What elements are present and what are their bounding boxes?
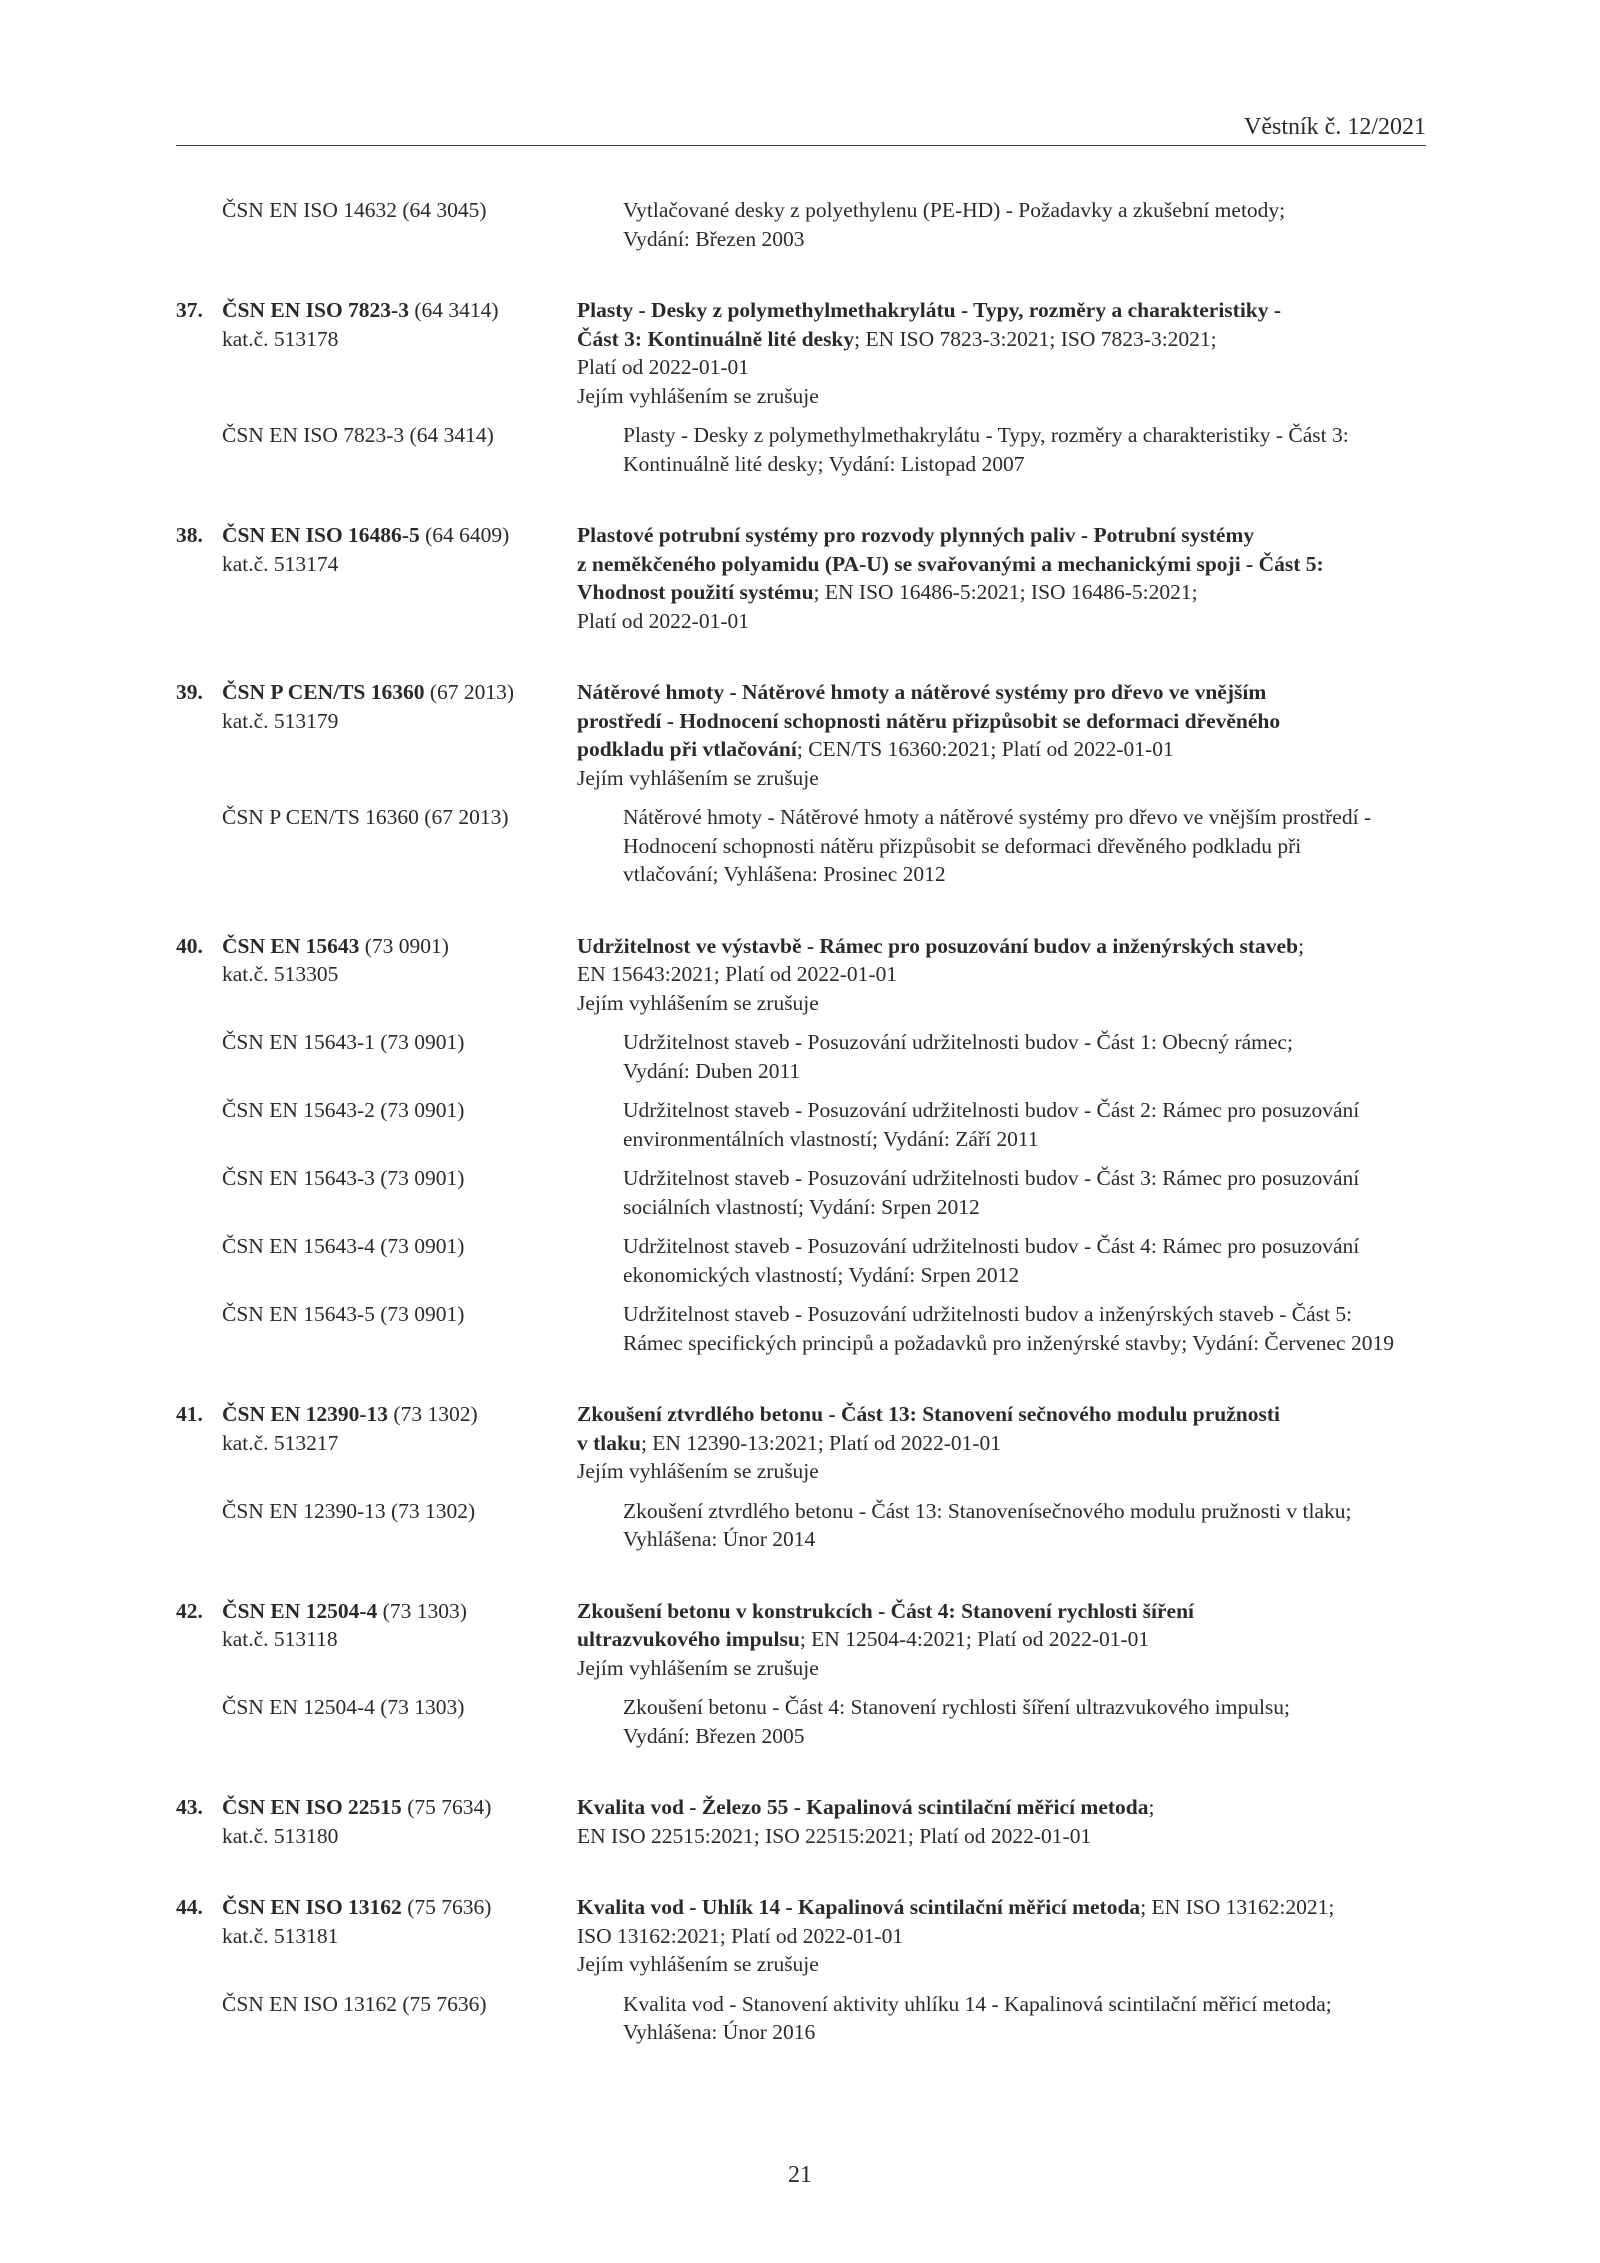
catalog-number: kat.č. 513179	[222, 708, 339, 733]
classification-code: (67 2013)	[429, 680, 515, 704]
catalog-number: kat.č. 513174	[222, 551, 339, 576]
withdrawn-description: Vytlačované desky z polyethylenu (PE-HD) - Požadavky a zkušební metody; Vydání: Březen 2003	[623, 198, 1286, 251]
withdrawn-description: Udržitelnost staveb - Posuzování udržitelnosti budov - Část 3: Rámec pro posuzování sociálních vlastností; Vydání: Srpen 2012	[623, 1166, 1360, 1219]
classification-code: (75 7636)	[407, 1895, 492, 1919]
withdrawn-row	[176, 1096, 1436, 1153]
standard-id	[176, 1400, 577, 1486]
classification-code: (64 6409)	[425, 523, 510, 547]
classification-code: (73 0901)	[364, 933, 449, 958]
standard-row	[176, 521, 1436, 635]
standard-description: Kvalita vod - Uhlík 14 - Kapalinová scintilační měřicí metoda; EN ISO 13162:2021; ISO 13162:2021; Platí od 2022-01-01 Jejím vyhlášením se zrušuje	[577, 1893, 1436, 1979]
replaces-note: Jejím vyhlášením se zrušuje	[577, 1459, 819, 1483]
standard-description: Zkoušení ztvrdlého betonu - Část 13: Stanovení sečnového modulu pružnosti v tlaku; EN 12390-13:2021; Platí od 2022-01-01 Jejím vyhlášením se zrušuje	[577, 1400, 1436, 1486]
standard-title: Kvalita vod - Uhlík 14 - Kapalinová scintilační měřicí metoda	[577, 1895, 1141, 1919]
withdrawn-row	[176, 1300, 1436, 1357]
withdrawn-code: ČSN EN 15643-4 (73 0901)	[222, 1234, 465, 1258]
withdrawn-code: ČSN P CEN/TS 16360 (67 2013)	[222, 805, 509, 829]
standard-id	[176, 296, 577, 410]
catalog-number: kat.č. 513118	[222, 1627, 338, 1651]
catalog-number: kat.č. 513217	[222, 1430, 339, 1455]
standard-code: ČSN EN 12390-13	[222, 1402, 389, 1426]
withdrawn-description: Zkoušení betonu - Část 4: Stanovení rychlosti šíření ultrazvukového impulsu; Vydání: Březen 2005	[623, 1695, 1291, 1748]
standard-title: Kvalita vod - Železo 55 - Kapalinová scintilační měřicí metoda	[577, 1795, 1149, 1819]
entry-number: 40.	[176, 933, 203, 958]
standard-entry	[176, 1793, 1436, 1850]
standard-code: ČSN P CEN/TS 16360	[222, 680, 425, 704]
withdrawn-row	[176, 1693, 1436, 1750]
catalog-number: kat.č. 513181	[222, 1923, 339, 1948]
withdrawn-row	[176, 1232, 1436, 1289]
classification-code: (73 1302)	[393, 1402, 478, 1426]
withdrawn-description: Udržitelnost staveb - Posuzování udržitelnosti budov - Část 2: Rámec pro posuzování environmentálních vlastností; Vydání: Září 2011	[623, 1098, 1360, 1151]
standard-title: Nátěrové hmoty - Nátěrové hmoty a nátěrové systémy pro dřevo ve vnějším	[577, 680, 1267, 704]
standard-id	[176, 1793, 577, 1850]
catalog-number: kat.č. 513305	[222, 962, 339, 986]
standard-id	[176, 521, 577, 635]
standard-code: ČSN EN 12504-4	[222, 1598, 378, 1623]
standard-description: Udržitelnost ve výstavbě - Rámec pro posuzování budov a inženýrských staveb; EN 15643:2021; Platí od 2022-01-01 Jejím vyhlášením se zrušuje	[577, 932, 1436, 1018]
withdrawn-description: Nátěrové hmoty - Nátěrové hmoty a nátěrové systémy pro dřevo ve vnějším prostředí - Hodnocení schopnosti nátěru přizpůsobit se deformaci dřevěného podkladu při vtlačování; Vyhlášena: Prosinec 2012	[623, 805, 1372, 886]
standard-code: ČSN EN ISO 7823-3	[222, 298, 409, 322]
withdrawn-code: ČSN EN 15643-1 (73 0901)	[222, 1030, 465, 1054]
standard-row	[176, 678, 1436, 792]
standard-description: Zkoušení betonu v konstrukcích - Část 4: Stanovení rychlosti šíření ultrazvukového impulsu; EN 12504-4:2021; Platí od 2022-01-01 Jejím vyhlášením se zrušuje	[577, 1597, 1436, 1683]
withdrawn-description: Udržitelnost staveb - Posuzování udržitelnosti budov a inženýrských staveb - Část 5: Rámec specifických principů a požadavků pro inženýrské stavby; Vydání: Červenec 2019	[623, 1302, 1394, 1355]
standard-entry	[176, 196, 1436, 253]
withdrawn-row	[176, 421, 1436, 478]
standard-description: Kvalita vod - Železo 55 - Kapalinová scintilační měřicí metoda; EN ISO 22515:2021; ISO 22515:2021; Platí od 2022-01-01	[577, 1795, 1155, 1848]
entry-number: 44.	[176, 1895, 203, 1919]
standard-id	[176, 1893, 577, 1979]
standard-entry	[176, 678, 1436, 889]
standard-row	[176, 1893, 1436, 1979]
classification-code: (75 7634)	[407, 1795, 492, 1819]
header-rule	[176, 145, 1426, 146]
withdrawn-description: Udržitelnost staveb - Posuzování udržitelnosti budov - Část 4: Rámec pro posuzování ekonomických vlastností; Vydání: Srpen 2012	[623, 1234, 1360, 1287]
standard-row	[176, 1400, 1436, 1486]
standard-title: Zkoušení betonu v konstrukcích - Část 4: Stanovení rychlosti šíření	[577, 1598, 1195, 1623]
withdrawn-code: ČSN EN 15643-5 (73 0901)	[222, 1302, 465, 1326]
withdrawn-code: ČSN EN ISO 7823-3 (64 3414)	[222, 423, 494, 447]
withdrawn-row	[176, 1164, 1436, 1221]
withdrawn-row	[176, 196, 1436, 253]
entry-number: 43.	[176, 1795, 203, 1819]
withdrawn-description: Kvalita vod - Stanovení aktivity uhlíku 14 - Kapalinová scintilační měřicí metoda; Vyhlášena: Únor 2016	[623, 1991, 1332, 2044]
standard-code: ČSN EN ISO 22515	[222, 1795, 402, 1819]
journal-header: Věstník č. 12/2021	[1244, 114, 1426, 140]
standard-code: ČSN EN ISO 16486-5	[222, 523, 420, 547]
entry-number: 37.	[176, 298, 203, 322]
standard-entry	[176, 1597, 1436, 1751]
classification-code: (64 3414)	[414, 298, 499, 322]
standard-id	[176, 678, 577, 792]
standard-entry	[176, 296, 1436, 478]
standard-entry	[176, 1893, 1436, 2047]
withdrawn-code: ČSN EN ISO 13162 (75 7636)	[222, 1991, 487, 2016]
entry-number: 42.	[176, 1598, 203, 1623]
withdrawn-description: Zkoušení ztvrdlého betonu - Část 13: Stanovenísečnového modulu pružnosti v tlaku; Vyhlášena: Únor 2014	[623, 1498, 1352, 1551]
withdrawn-description: Udržitelnost staveb - Posuzování udržitelnosti budov - Část 1: Obecný rámec; Vydání: Duben 2011	[623, 1030, 1293, 1083]
withdrawn-code: ČSN EN ISO 14632 (64 3045)	[222, 198, 487, 222]
replaces-note: Jejím vyhlášením se zrušuje	[577, 990, 819, 1015]
entry-number: 41.	[176, 1402, 203, 1426]
standards-list	[176, 196, 1436, 2047]
standard-title: Zkoušení ztvrdlého betonu - Část 13: Stanovení sečnového modulu pružnosti	[577, 1402, 1281, 1426]
withdrawn-code: ČSN EN 12390-13 (73 1302)	[222, 1498, 476, 1523]
catalog-number: kat.č. 513180	[222, 1823, 339, 1848]
standard-id	[176, 1597, 577, 1683]
replaces-note: Jejím vyhlášením se zrušuje	[577, 383, 819, 408]
standard-code: ČSN EN ISO 13162	[222, 1895, 402, 1919]
valid-from: Platí od 2022-01-01	[577, 608, 749, 633]
standard-entry	[176, 932, 1436, 1358]
withdrawn-row	[176, 803, 1436, 889]
standard-description: Plasty - Desky z polymethylmethakrylátu - Typy, rozměry a charakteristiky - Část 3: Kontinuálně lité desky; EN ISO 7823-3:2021; ISO 7823-3:2021; Platí od 2022-01-01 Jejím vyhlášením se zrušuje	[577, 296, 1436, 410]
standard-description: Nátěrové hmoty - Nátěrové hmoty a nátěrové systémy pro dřevo ve vnějším prostředí - Hodnocení schopnosti nátěru přizpůsobit se deformaci dřevěného podkladu při vtlačování; CEN/TS 16360:2021; Platí od 2022-01-01 Jejím vyhlášením se zrušuje	[577, 678, 1436, 792]
entry-number: 39.	[176, 680, 203, 704]
withdrawn-row	[176, 1990, 1436, 2047]
standard-id	[176, 932, 577, 1018]
valid-from: Platí od 2022-01-01	[577, 355, 749, 379]
withdrawn-description: Plasty - Desky z polymethylmethakrylátu - Typy, rozměry a charakteristiky - Část 3: Kontinuálně lité desky; Vydání: Listopad 2007	[623, 423, 1349, 476]
standard-title: Plastové potrubní systémy pro rozvody plynných paliv - Potrubní systémy	[577, 523, 1255, 547]
standard-entry	[176, 1400, 1436, 1554]
standard-title: Udržitelnost ve výstavbě - Rámec pro posuzování budov a inženýrských staveb	[577, 933, 1299, 958]
standard-title: Plasty - Desky z polymethylmethakrylátu - Typy, rozměry a charakteristiky -	[577, 298, 1282, 322]
standard-code: ČSN EN 15643	[222, 933, 360, 958]
withdrawn-row	[176, 1497, 1436, 1554]
replaces-note: Jejím vyhlášením se zrušuje	[577, 765, 819, 790]
entry-number: 38.	[176, 523, 203, 547]
classification-code: (73 1303)	[382, 1598, 467, 1623]
standard-row	[176, 1793, 1436, 1850]
standard-row	[176, 1597, 1436, 1683]
replaces-note: Jejím vyhlášením se zrušuje	[577, 1655, 819, 1680]
withdrawn-code: ČSN EN 15643-2 (73 0901)	[222, 1098, 465, 1122]
withdrawn-code: ČSN EN 15643-3 (73 0901)	[222, 1166, 465, 1190]
standard-description: Plastové potrubní systémy pro rozvody plynných paliv - Potrubní systémy z neměkčeného polyamidu (PA-U) se svařovanými a mechanickými spoji - Část 5: Vhodnost použití systému; EN ISO 16486-5:2021; ISO 16486-5:2021; Platí od 2022-01-01	[577, 521, 1436, 635]
standard-entry	[176, 521, 1436, 635]
standard-row	[176, 296, 1436, 410]
withdrawn-row	[176, 1028, 1436, 1085]
page-number: 21	[788, 2162, 812, 2188]
standard-row	[176, 932, 1436, 1018]
withdrawn-code: ČSN EN 12504-4 (73 1303)	[222, 1695, 465, 1719]
catalog-number: kat.č. 513178	[222, 326, 339, 351]
replaces-note: Jejím vyhlášením se zrušuje	[577, 1952, 819, 1976]
